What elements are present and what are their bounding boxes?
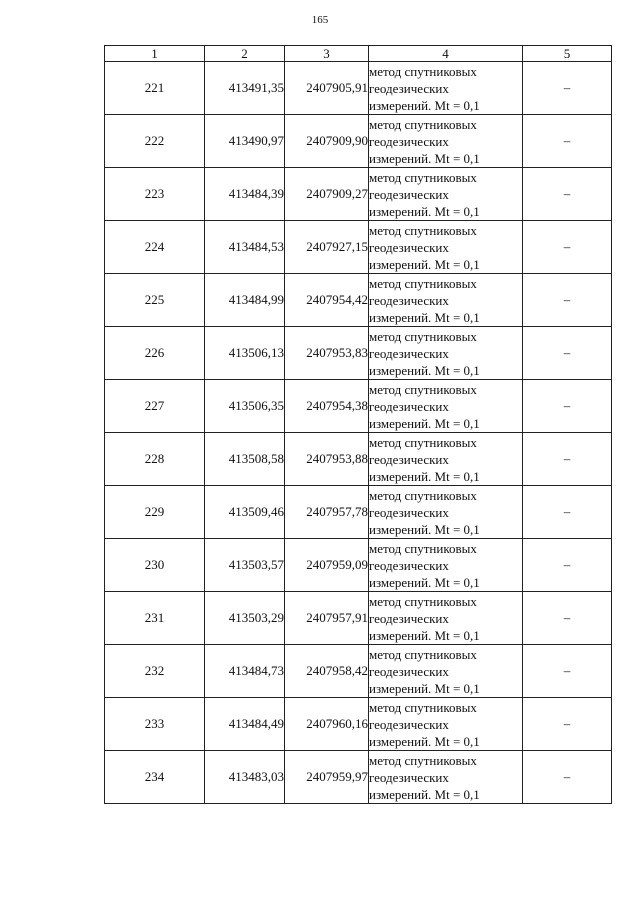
- method-cell: [369, 327, 523, 380]
- method-cell: [369, 539, 523, 592]
- note-cell: –: [523, 751, 612, 804]
- method-text-line: измерений. Mt = 0,1: [369, 574, 480, 590]
- table-row: [105, 698, 612, 751]
- point-number-cell: 226: [105, 327, 205, 380]
- table-row: [105, 592, 612, 645]
- method-cell: [369, 380, 523, 433]
- method-text-line: метод спутниковых: [369, 381, 477, 397]
- x-coordinate-cell: 413490,97: [205, 115, 285, 168]
- y-coordinate-cell: 2407958,42: [285, 645, 369, 698]
- point-number-cell: 234: [105, 751, 205, 804]
- method-text-line: геодезических: [369, 610, 449, 626]
- method-text-line: измерений. Mt = 0,1: [369, 680, 480, 696]
- point-number-cell: 225: [105, 274, 205, 327]
- point-number-cell: 231: [105, 592, 205, 645]
- note-cell: –: [523, 539, 612, 592]
- method-text-line: метод спутниковых: [369, 699, 477, 715]
- method-text-line: геодезических: [369, 186, 449, 202]
- method-text-line: измерений. Mt = 0,1: [369, 150, 480, 166]
- method-text-line: измерений. Mt = 0,1: [369, 733, 480, 749]
- header-cell-col4: 4: [369, 46, 523, 62]
- method-text-line: измерений. Mt = 0,1: [369, 309, 480, 325]
- method-text-line: метод спутниковых: [369, 222, 477, 238]
- note-cell: –: [523, 433, 612, 486]
- y-coordinate-cell: 2407909,27: [285, 168, 369, 221]
- method-cell: [369, 115, 523, 168]
- method-text-line: геодезических: [369, 133, 449, 149]
- y-coordinate-cell: 2407954,38: [285, 380, 369, 433]
- x-coordinate-cell: 413491,35: [205, 62, 285, 115]
- method-text-line: метод спутниковых: [369, 116, 477, 132]
- y-coordinate-cell: 2407927,15: [285, 221, 369, 274]
- method-text-line: измерений. Mt = 0,1: [369, 203, 480, 219]
- method-cell: [369, 592, 523, 645]
- x-coordinate-cell: 413484,53: [205, 221, 285, 274]
- y-coordinate-cell: 2407959,97: [285, 751, 369, 804]
- method-text-line: геодезических: [369, 451, 449, 467]
- method-cell: [369, 698, 523, 751]
- method-text-line: геодезических: [369, 345, 449, 361]
- x-coordinate-cell: 413503,29: [205, 592, 285, 645]
- method-text-line: геодезических: [369, 663, 449, 679]
- note-cell: –: [523, 592, 612, 645]
- method-text-line: геодезических: [369, 769, 449, 785]
- method-text-line: измерений. Mt = 0,1: [369, 362, 480, 378]
- method-text-line: геодезических: [369, 716, 449, 732]
- x-coordinate-cell: 413484,99: [205, 274, 285, 327]
- method-text-line: метод спутниковых: [369, 646, 477, 662]
- coordinates-table: [104, 45, 612, 804]
- y-coordinate-cell: 2407957,78: [285, 486, 369, 539]
- method-text-line: метод спутниковых: [369, 328, 477, 344]
- method-cell: [369, 645, 523, 698]
- table-row: [105, 115, 612, 168]
- method-text-line: метод спутниковых: [369, 487, 477, 503]
- point-number-cell: 227: [105, 380, 205, 433]
- point-number-cell: 223: [105, 168, 205, 221]
- x-coordinate-cell: 413484,39: [205, 168, 285, 221]
- table-row: [105, 486, 612, 539]
- method-text-line: метод спутниковых: [369, 540, 477, 556]
- note-cell: –: [523, 274, 612, 327]
- table-row: [105, 274, 612, 327]
- method-text-line: геодезических: [369, 557, 449, 573]
- y-coordinate-cell: 2407953,83: [285, 327, 369, 380]
- point-number-cell: 229: [105, 486, 205, 539]
- y-coordinate-cell: 2407959,09: [285, 539, 369, 592]
- note-cell: –: [523, 221, 612, 274]
- x-coordinate-cell: 413508,58: [205, 433, 285, 486]
- header-cell-col2: 2: [205, 46, 285, 62]
- note-cell: –: [523, 645, 612, 698]
- header-cell-col1: 1: [105, 46, 205, 62]
- point-number-cell: 232: [105, 645, 205, 698]
- point-number-cell: 221: [105, 62, 205, 115]
- method-cell: [369, 62, 523, 115]
- method-cell: [369, 274, 523, 327]
- y-coordinate-cell: 2407953,88: [285, 433, 369, 486]
- method-text-line: измерений. Mt = 0,1: [369, 97, 480, 113]
- method-text-line: геодезических: [369, 80, 449, 96]
- point-number-cell: 224: [105, 221, 205, 274]
- note-cell: –: [523, 168, 612, 221]
- method-text-line: геодезических: [369, 504, 449, 520]
- method-cell: [369, 751, 523, 804]
- point-number-cell: 228: [105, 433, 205, 486]
- table-header-row: [105, 46, 612, 62]
- method-text-line: метод спутниковых: [369, 752, 477, 768]
- method-text-line: геодезических: [369, 292, 449, 308]
- method-text-line: метод спутниковых: [369, 275, 477, 291]
- x-coordinate-cell: 413483,03: [205, 751, 285, 804]
- note-cell: –: [523, 486, 612, 539]
- table-row: [105, 539, 612, 592]
- table-row: [105, 751, 612, 804]
- method-cell: [369, 433, 523, 486]
- method-text-line: метод спутниковых: [369, 434, 477, 450]
- method-text-line: измерений. Mt = 0,1: [369, 786, 480, 802]
- note-cell: –: [523, 115, 612, 168]
- x-coordinate-cell: 413484,73: [205, 645, 285, 698]
- table-row: [105, 327, 612, 380]
- method-text-line: метод спутниковых: [369, 63, 477, 79]
- table-row: [105, 168, 612, 221]
- method-text-line: измерений. Mt = 0,1: [369, 256, 480, 272]
- page-number: 165: [311, 14, 329, 26]
- table-row: [105, 380, 612, 433]
- note-cell: –: [523, 380, 612, 433]
- y-coordinate-cell: 2407954,42: [285, 274, 369, 327]
- note-cell: –: [523, 327, 612, 380]
- method-text-line: измерений. Mt = 0,1: [369, 627, 480, 643]
- method-text-line: метод спутниковых: [369, 169, 477, 185]
- x-coordinate-cell: 413506,13: [205, 327, 285, 380]
- x-coordinate-cell: 413506,35: [205, 380, 285, 433]
- method-cell: [369, 221, 523, 274]
- y-coordinate-cell: 2407957,91: [285, 592, 369, 645]
- method-text-line: геодезических: [369, 239, 449, 255]
- table-row: [105, 645, 612, 698]
- method-text-line: метод спутниковых: [369, 593, 477, 609]
- y-coordinate-cell: 2407960,16: [285, 698, 369, 751]
- table-row: [105, 62, 612, 115]
- method-text-line: геодезических: [369, 398, 449, 414]
- note-cell: –: [523, 62, 612, 115]
- method-text-line: измерений. Mt = 0,1: [369, 468, 480, 484]
- x-coordinate-cell: 413484,49: [205, 698, 285, 751]
- method-cell: [369, 168, 523, 221]
- y-coordinate-cell: 2407909,90: [285, 115, 369, 168]
- method-cell: [369, 486, 523, 539]
- header-cell-col3: 3: [285, 46, 369, 62]
- y-coordinate-cell: 2407905,91: [285, 62, 369, 115]
- x-coordinate-cell: 413503,57: [205, 539, 285, 592]
- point-number-cell: 233: [105, 698, 205, 751]
- header-cell-col5: 5: [523, 46, 612, 62]
- note-cell: –: [523, 698, 612, 751]
- method-text-line: измерений. Mt = 0,1: [369, 521, 480, 537]
- table-row: [105, 433, 612, 486]
- table-body: [105, 62, 612, 804]
- method-text-line: измерений. Mt = 0,1: [369, 415, 480, 431]
- table-row: [105, 221, 612, 274]
- x-coordinate-cell: 413509,46: [205, 486, 285, 539]
- point-number-cell: 222: [105, 115, 205, 168]
- point-number-cell: 230: [105, 539, 205, 592]
